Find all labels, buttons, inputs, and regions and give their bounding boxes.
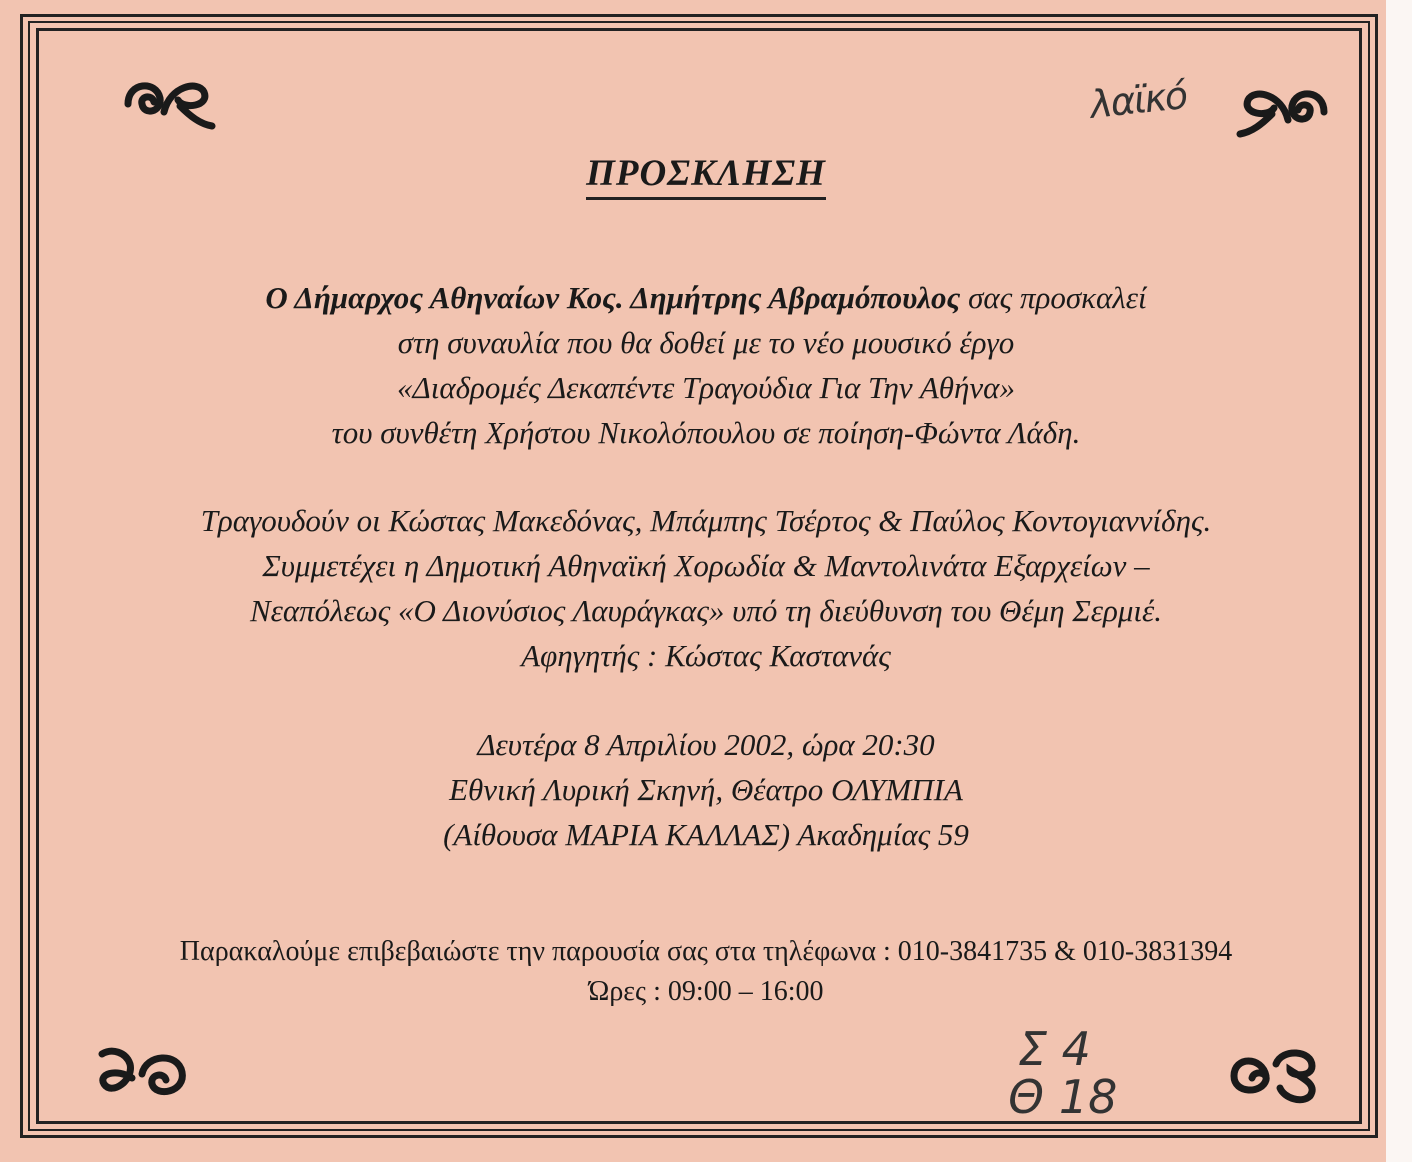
- intro-paragraph: [0, 275, 1412, 455]
- intro-line-1-rest: σας προσκαλεί: [960, 280, 1147, 315]
- corner-ornament-icon: [92, 1044, 192, 1104]
- corner-ornament-icon: [118, 72, 218, 132]
- title-text: ΠΡΟΣΚΛΗΣΗ: [586, 152, 826, 200]
- scan-edge: [1386, 0, 1412, 1162]
- handwritten-note-top: λαϊκό: [1087, 73, 1189, 127]
- performers-line-2: Συμμετέχει η Δημοτική Αθηναϊκή Χορωδία & Μαντολινάτα Εξαρχείων –: [262, 548, 1150, 583]
- event-date-time: Δευτέρα 8 Απριλίου 2002, ώρα 20:30: [477, 727, 935, 762]
- performers-line-1: Τραγουδούν οι Κώστας Μακεδόνας, Μπάμπης Τσέρτος & Παύλος Κοντογιαννίδης.: [200, 503, 1212, 538]
- rsvp-hours: Ώρες : 09:00 – 16:00: [588, 976, 824, 1007]
- corner-ornament-icon: [1226, 1044, 1326, 1104]
- event-venue: Εθνική Λυρική Σκηνή, Θέατρο ΟΛΥΜΠΙΑ: [449, 772, 963, 807]
- narrator-line: Αφηγητής : Κώστας Καστανάς: [521, 638, 891, 673]
- invitation-title: [0, 152, 1412, 200]
- intro-line-4: του συνθέτη Χρήστου Νικολόπουλου σε ποίηση-Φώντα Λάδη.: [331, 415, 1081, 450]
- handwritten-note-bottom-2: Θ 18: [1008, 1070, 1118, 1124]
- host-name: Ο Δήμαρχος Αθηναίων Κος. Δημήτρης Αβραμόπουλος: [265, 280, 961, 315]
- intro-line-2: στη συναυλία που θα δοθεί με το νέο μουσικό έργο: [397, 325, 1015, 360]
- performers-paragraph: [0, 498, 1412, 678]
- event-details: [0, 722, 1412, 857]
- handwritten-note-bottom-1: Σ 4: [1018, 1022, 1091, 1076]
- performers-line-3: Νεαπόλεως «Ο Διονύσιος Λαυράγκας» υπό τη διεύθυνση του Θέμη Σερμιέ.: [249, 593, 1163, 628]
- event-address: (Αίθουσα ΜΑΡΙΑ ΚΑΛΛΑΣ) Ακαδημίας 59: [443, 817, 969, 852]
- rsvp-phones: Παρακαλούμε επιβεβαιώστε την παρουσία σας στα τηλέφωνα : 010-3841735 & 010-3831394: [179, 936, 1233, 967]
- rsvp-section: [0, 932, 1412, 1012]
- intro-line-3: «Διαδρομές Δεκαπέντε Τραγούδια Για Την Αθήνα»: [397, 370, 1015, 405]
- corner-ornament-icon: [1234, 82, 1334, 142]
- intro-line-1: [0, 275, 1412, 320]
